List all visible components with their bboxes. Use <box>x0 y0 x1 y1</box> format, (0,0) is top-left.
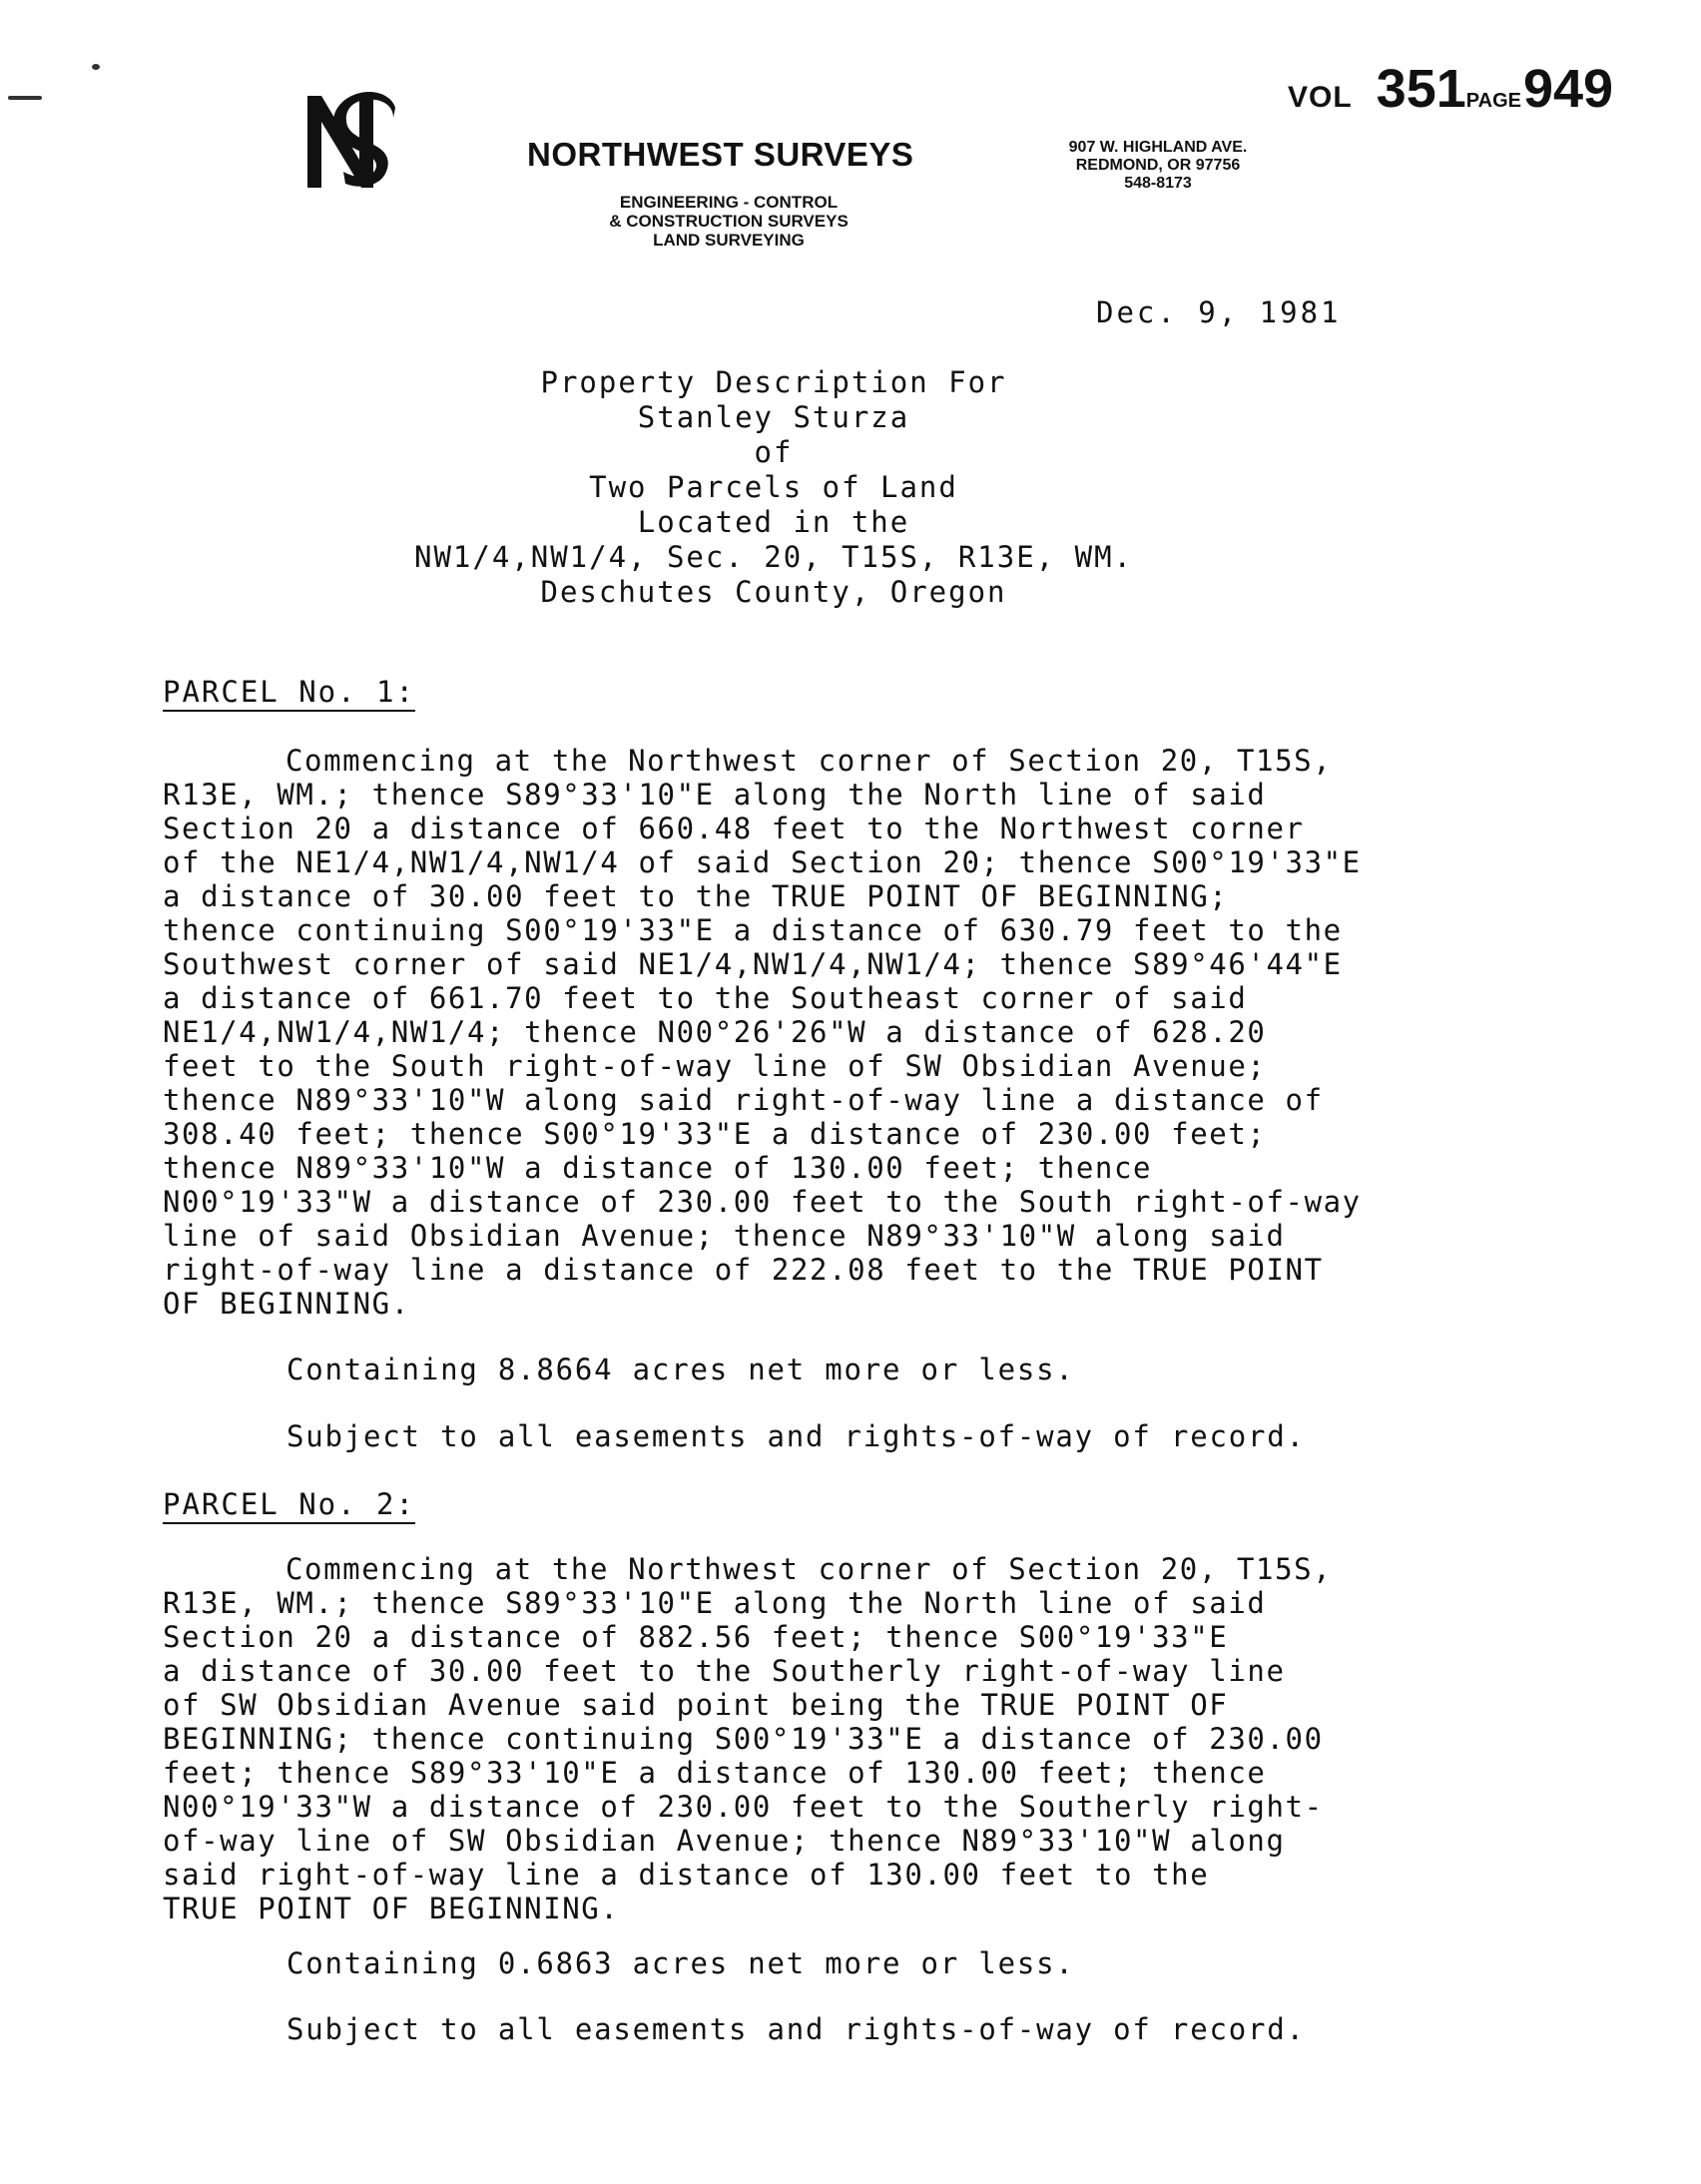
address-line: 548-8173 <box>1124 175 1192 192</box>
description-line: R13E, WM.; thence S89°33'10"E along the North line of said <box>163 1586 1267 1620</box>
page-number: 949 <box>1522 59 1614 119</box>
service-line: ENGINEERING - CONTROL <box>619 193 839 212</box>
description-line: TRUE POINT OF BEGINNING. <box>163 1892 620 1925</box>
vol-number: 351 <box>1376 59 1466 119</box>
description-line: thence continuing S00°19'33"E a distance of 630.79 feet to the <box>163 913 1343 947</box>
scan-mark <box>92 64 100 70</box>
description-line: Commencing at the Northwest corner of Section 20, T15S, <box>285 744 1333 778</box>
title-line: NW1/4,NW1/4, Sec. 20, T15S, R13E, WM. <box>413 540 1133 574</box>
description-line: Section 20 a distance of 882.56 feet; thence S00°19'33"E <box>163 1620 1229 1654</box>
service-line: & CONSTRUCTION SURVEYS <box>609 212 849 231</box>
title-line: Two Parcels of Land <box>589 470 958 504</box>
ns-monogram-logo <box>299 88 399 198</box>
description-line: R13E, WM.; thence S89°33'10"E along the North line of said <box>163 778 1267 812</box>
page-label: PAGE <box>1465 90 1521 112</box>
description-line: Commencing at the Northwest corner of Section 20, T15S, <box>285 1552 1333 1586</box>
description-line: OF BEGINNING. <box>163 1287 410 1321</box>
title-line: Deschutes County, Oregon <box>540 575 1007 609</box>
description-line: a distance of 661.70 feet to the Southeast corner of said <box>163 981 1248 1015</box>
address-line: REDMOND, OR 97756 <box>1075 157 1241 174</box>
company-name: NORTHWEST SURVEYS <box>527 136 914 173</box>
parcel-1-easements: Subject to all easements and rights-of-way of record. <box>286 1419 1306 1453</box>
description-line: feet; thence S89°33'10"E a distance of 130.00 feet; thence <box>163 1756 1267 1790</box>
description-line: line of said Obsidian Avenue; thence N89°33'10"W along said <box>163 1219 1286 1253</box>
parcel-1-area: Containing 8.8664 acres net more or less. <box>286 1353 1075 1386</box>
description-line: of the NE1/4,NW1/4,NW1/4 of said Section 20; thence S00°19'33"E <box>163 845 1362 879</box>
parcel-1-heading: PARCEL No. 1: <box>163 675 415 709</box>
description-line: 308.40 feet; thence S00°19'33"E a distance of 230.00 feet; <box>163 1117 1267 1151</box>
description-line: thence N89°33'10"W a distance of 130.00 feet; thence <box>163 1151 1153 1185</box>
title-line: Located in the <box>637 505 910 539</box>
description-line: a distance of 30.00 feet to the Southerly right-of-way line <box>163 1654 1286 1688</box>
description-line: feet to the South right-of-way line of SW Obsidian Avenue; <box>163 1049 1267 1083</box>
parcel-2-description <box>163 1552 1460 1925</box>
parcel-1-description <box>163 744 1460 1321</box>
parcel-2-easements: Subject to all easements and rights-of-way of record. <box>286 2012 1306 2046</box>
description-line: Southwest corner of said NE1/4,NW1/4,NW1/4; thence S89°46'44"E <box>163 947 1343 981</box>
company-services <box>569 193 888 250</box>
title-line: Property Description For <box>540 365 1007 399</box>
scan-mark <box>8 96 42 100</box>
description-line: BEGINNING; thence continuing S00°19'33"E a distance of 230.00 <box>163 1722 1324 1756</box>
document-title <box>299 365 1248 610</box>
parcel-2-heading: PARCEL No. 2: <box>163 1487 415 1521</box>
recording-stamp <box>1288 58 1613 120</box>
description-line: of-way line of SW Obsidian Avenue; thence N89°33'10"W along <box>163 1824 1286 1858</box>
title-line: of <box>754 435 794 469</box>
vol-label: VOL <box>1288 81 1353 114</box>
description-line: NE1/4,NW1/4,NW1/4; thence N00°26'26"W a distance of 628.20 <box>163 1015 1267 1049</box>
service-line: LAND SURVEYING <box>653 231 805 250</box>
description-line: Section 20 a distance of 660.48 feet to the Northwest corner <box>163 812 1305 845</box>
address-line: 907 W. HIGHLAND AVE. <box>1068 139 1248 156</box>
company-address <box>1028 139 1288 193</box>
parcel-2-area: Containing 0.6863 acres net more or less. <box>286 1946 1075 1980</box>
description-line: right-of-way line a distance of 222.08 feet to the TRUE POINT <box>163 1253 1324 1287</box>
description-line: N00°19'33"W a distance of 230.00 feet to the South right-of-way <box>163 1185 1362 1219</box>
document-date: Dec. 9, 1981 <box>1096 295 1342 329</box>
description-line: a distance of 30.00 feet to the TRUE POINT OF BEGINNING; <box>163 879 1229 913</box>
description-line: of SW Obsidian Avenue said point being the TRUE POINT OF <box>163 1688 1229 1722</box>
description-line: N00°19'33"W a distance of 230.00 feet to the Southerly right- <box>163 1790 1324 1824</box>
title-line: Stanley Sturza <box>637 400 910 434</box>
description-line: said right-of-way line a distance of 130.00 feet to the <box>163 1858 1210 1892</box>
description-line: thence N89°33'10"W along said right-of-way line a distance of <box>163 1083 1324 1117</box>
